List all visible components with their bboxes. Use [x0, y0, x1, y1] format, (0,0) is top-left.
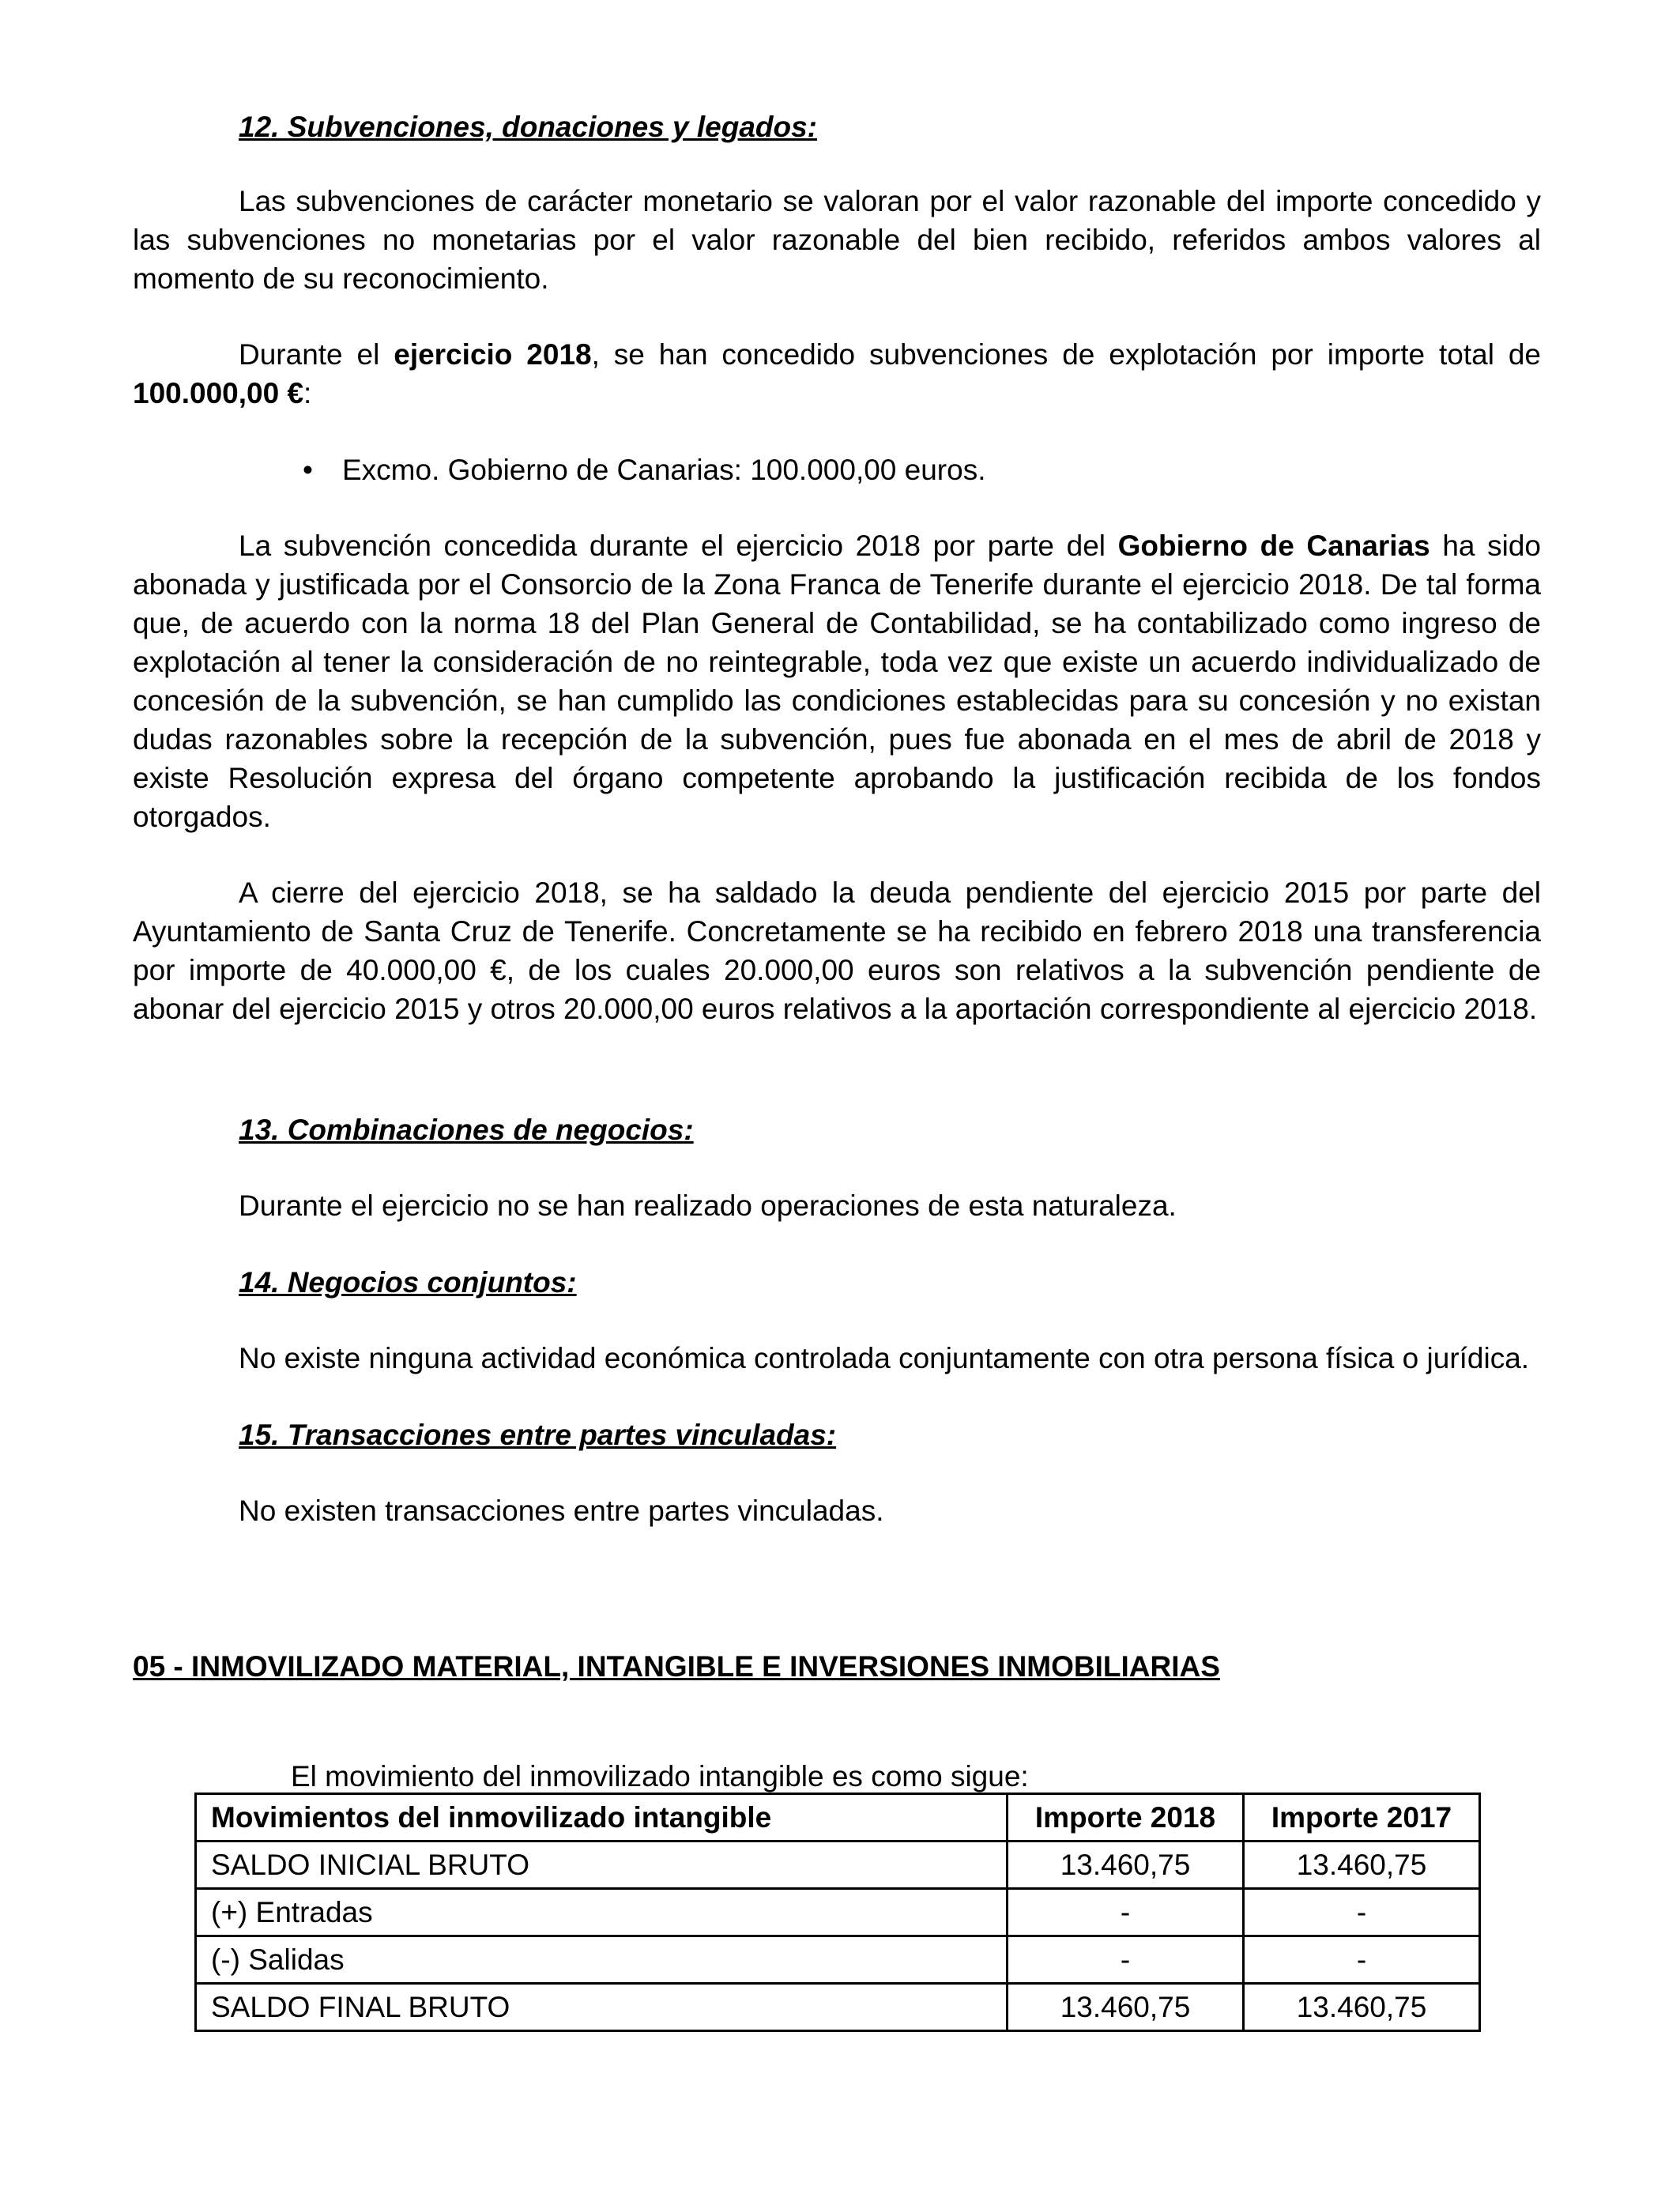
section-15-title: 15. Transacciones entre partes vinculadas: [239, 1419, 837, 1451]
section-05-heading: 05 - INMOVILIZADO MATERIAL, INTANGIBLE E INVERSIONES INMOBILIARIAS [133, 1650, 1220, 1683]
table-header-cell: Movimientos del inmovilizado intangible [196, 1794, 1008, 1842]
section-14-title: 14. Negocios conjuntos: [239, 1266, 577, 1299]
table-cell: 13.460,75 [1008, 1984, 1244, 2031]
table-header-row [196, 1794, 1480, 1842]
s12-paragraph-2: Durante el ejercicio 2018, se han concedido subvenciones de explotación por importe total de 100.000,00 €: [133, 338, 1541, 409]
s15-text: No existen transacciones entre partes vinculadas. [239, 1495, 884, 1527]
table-cell: SALDO INICIAL BRUTO [196, 1842, 1008, 1889]
table-row [196, 1842, 1480, 1889]
s13-text: Durante el ejercicio no se han realizado operaciones de esta naturaleza. [239, 1189, 1177, 1222]
s12-bullet-item: • Excmo. Gobierno de Canarias: 100.000,00 euros. [303, 450, 1541, 489]
table-cell: 13.460,75 [1008, 1842, 1244, 1889]
table-cell: - [1243, 1936, 1479, 1984]
table-header-cell: Importe 2017 [1243, 1794, 1479, 1842]
table-cell: (-) Salidas [196, 1936, 1008, 1984]
table-cell: - [1008, 1936, 1244, 1984]
s14-text: No existe ninguna actividad económica controlada conjuntamente con otra persona física o jurídica. [239, 1342, 1530, 1374]
bullet-icon: • [303, 454, 313, 486]
section-12-title: 12. Subvenciones, donaciones y legados: [239, 111, 817, 143]
table-cell: 13.460,75 [1243, 1842, 1479, 1889]
table-cell: - [1008, 1889, 1244, 1936]
table-row [196, 1889, 1480, 1936]
document-page [133, 76, 1541, 2032]
section-13-title: 13. Combinaciones de negocios: [239, 1114, 694, 1146]
s12-paragraph-4: A cierre del ejercicio 2018, se ha saldado la deuda pendiente del ejercicio 2015 por parte del Ayuntamiento de Santa Cruz de Tenerife. Concretamente se ha recibido en febrero 2018 una transferencia por importe de 40.000,00 €, de los cuales 20.000,00 euros son relativos a la subvención pendiente de abonar del ejercicio 2015 y otros 20.000,00 euros relativos a la aportación correspondiente al ejercicio 2018. [133, 876, 1541, 1025]
table-row [196, 1936, 1480, 1984]
table-header-cell: Importe 2018 [1008, 1794, 1244, 1842]
table-row [196, 1984, 1480, 2031]
s12-paragraph-1: Las subvenciones de carácter monetario se valoran por el valor razonable del importe concedido y las subvenciones no monetarias por el valor razonable del bien recibido, referidos ambos valores al momento de su reconocimiento. [133, 185, 1541, 295]
s12-paragraph-3: La subvención concedida durante el ejercicio 2018 por parte del Gobierno de Canarias ha sido abonada y justificada por el Consorcio de la Zona Franca de Tenerife durante el ejercicio 2018. De tal forma que, de acuerdo con la norma 18 del Plan General de Contabilidad, se ha contabilizado como ingreso de explotación al tener la consideración de no reintegrable, toda vez que existe un acuerdo individualizado de concesión de la subvención, se han cumplido las condiciones establecidas para su concesión y no existan dudas razonables sobre la recepción de la subvención, pues fue abonada en el mes de abril de 2018 y existe Resolución expresa del órgano competente aprobando la justificación recibida de los fondos otorgados. [133, 530, 1541, 833]
intangible-movements-table [194, 1793, 1481, 2032]
table-cell: 13.460,75 [1243, 1984, 1479, 2031]
table-cell: (+) Entradas [196, 1889, 1008, 1936]
s05-intro: El movimiento del inmovilizado intangible es como sigue: [291, 1760, 1029, 1793]
table-cell: - [1243, 1889, 1479, 1936]
table-cell: SALDO FINAL BRUTO [196, 1984, 1008, 2031]
